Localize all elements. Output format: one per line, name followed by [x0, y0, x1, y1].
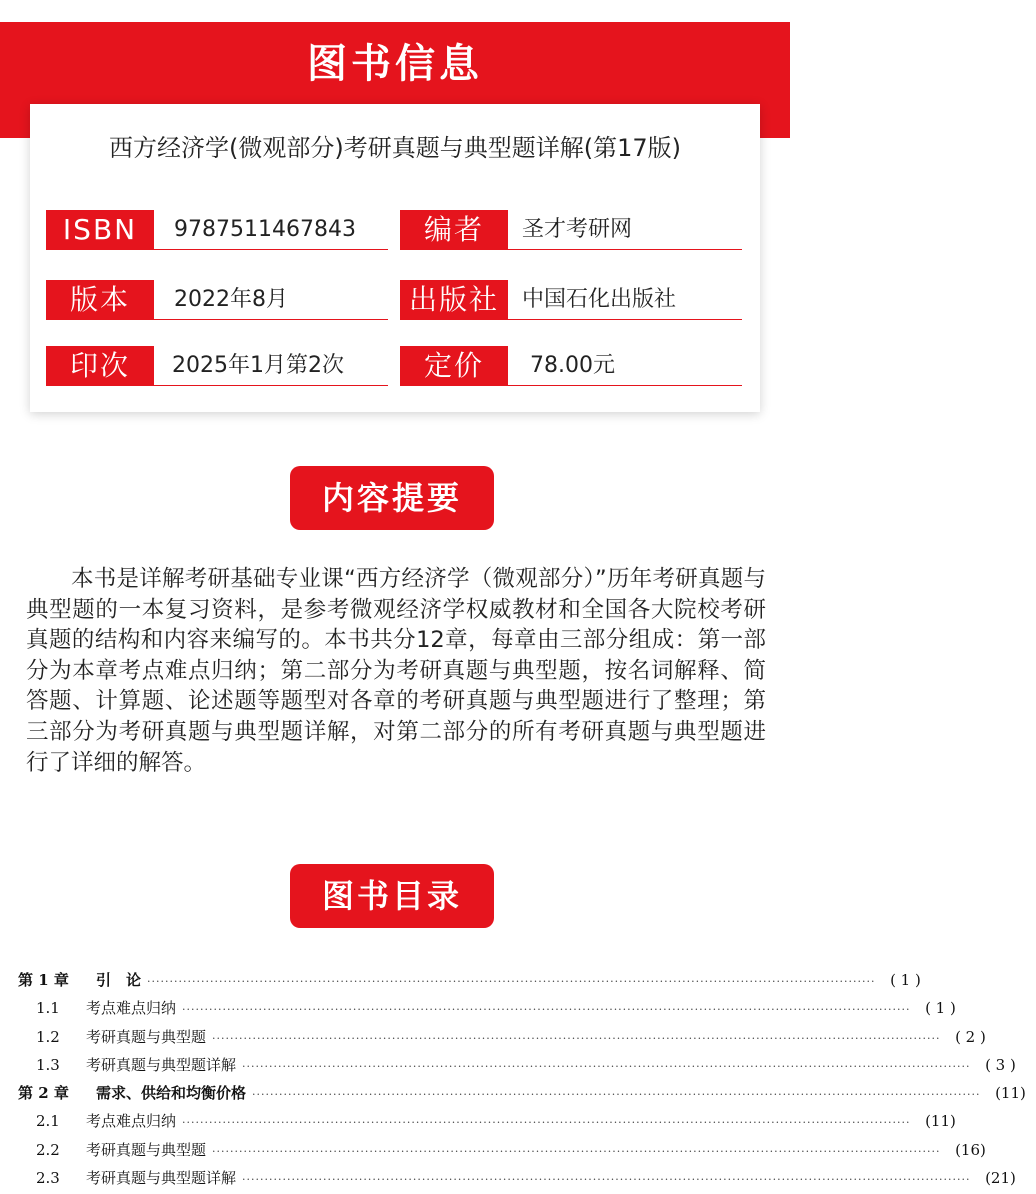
field-value: 78.00元 — [530, 353, 615, 378]
toc-leader-dots: ·································································································································································· — [242, 1173, 971, 1187]
toc-number: 第 1 章 — [18, 971, 69, 989]
field-label: 版本 — [46, 280, 154, 320]
field-publisher — [400, 280, 742, 320]
field-underline — [508, 249, 742, 250]
field-label: 定价 — [400, 346, 508, 386]
book-info-card — [30, 104, 760, 412]
book-title: 西方经济学(微观部分)考研真题与典型题详解(第17版) — [109, 134, 681, 162]
toc-leader-dots: ·································································································································································· — [242, 1059, 971, 1073]
toc-row — [18, 966, 921, 994]
field-value: 中国石化出版社 — [522, 287, 677, 312]
toc-leader-dots: ·································································································································································· — [212, 1031, 941, 1045]
field-label: 出版社 — [400, 280, 508, 320]
field-price — [400, 346, 742, 386]
toc-title: 引 论 — [96, 971, 142, 989]
toc-number: 2.3 — [36, 1169, 60, 1188]
field-isbn — [46, 210, 388, 250]
field-editor — [400, 210, 742, 250]
toc-number: 2.2 — [36, 1140, 60, 1159]
table-of-contents — [18, 966, 1026, 1192]
toc-leader-dots: ·································································································································································· — [182, 1116, 911, 1130]
toc-row — [18, 1107, 956, 1135]
toc-number: 1.3 — [36, 1055, 60, 1074]
toc-leader-dots: ·································································································································································· — [252, 1088, 981, 1102]
section-title-summary: 内容提要 — [290, 466, 494, 530]
field-edition — [46, 280, 388, 320]
field-underline — [508, 385, 742, 386]
section-title-book-info: 图书信息 — [307, 41, 483, 87]
section-title-toc: 图书目录 — [290, 864, 494, 928]
toc-title: 需求、供给和均衡价格 — [96, 1084, 247, 1103]
toc-leader-dots: ·································································································································································· — [212, 1144, 941, 1158]
field-underline — [154, 319, 388, 320]
toc-row — [18, 1051, 1016, 1079]
toc-number: 2.1 — [36, 1112, 60, 1131]
toc-page: (21) — [985, 1169, 1016, 1188]
field-value: 圣才考研网 — [522, 217, 633, 242]
toc-row — [18, 1023, 986, 1051]
toc-page: ( 3 ) — [985, 1055, 1016, 1074]
toc-title: 考点难点归纳 — [86, 1112, 177, 1131]
toc-page: ( 1 ) — [925, 999, 956, 1018]
toc-number: 1.1 — [36, 999, 60, 1018]
toc-page: ( 2 ) — [955, 1027, 986, 1046]
field-label: ISBN — [46, 210, 154, 250]
toc-number: 第 2 章 — [18, 1084, 69, 1103]
toc-page: (11) — [995, 1084, 1026, 1103]
toc-page: ( 1 ) — [890, 971, 921, 989]
toc-title: 考研真题与典型题 — [86, 1140, 207, 1159]
toc-leader-dots: ·································································································································································· — [147, 975, 876, 988]
field-underline — [154, 385, 388, 386]
summary-text: 本书是详解考研基础专业课“西方经济学（微观部分）”历年考研真题与典型题的一本复习资料，是参考微观经济学权威教材和全国各大院校考研真题的结构和内容来编写的。本书共分12章，每章由三部分组成：第一部分为本章考点难点归纳；第二部分为考研真题与典型题，按名词解释、简答题、计算题、论述题等题型对各章的考研真题与典型题进行了整理；第三部分为考研真题与典型题详解，对第二部分的所有考研真题与典型题进行了详细的解答。 — [26, 566, 766, 776]
toc-row — [18, 1164, 1016, 1192]
toc-leader-dots: ·································································································································································· — [182, 1003, 911, 1017]
toc-page: (16) — [955, 1140, 986, 1159]
toc-row — [18, 1079, 1026, 1107]
field-value: 9787511467843 — [174, 217, 356, 242]
field-value: 2025年1月第2次 — [172, 353, 344, 378]
field-printing — [46, 346, 388, 386]
toc-title: 考研真题与典型题详解 — [86, 1055, 237, 1074]
field-label: 印次 — [46, 346, 154, 386]
toc-number: 1.2 — [36, 1027, 60, 1046]
field-underline — [508, 319, 742, 320]
toc-title: 考研真题与典型题详解 — [86, 1169, 237, 1188]
field-value: 2022年8月 — [174, 287, 288, 312]
toc-row — [18, 994, 956, 1022]
field-label: 编者 — [400, 210, 508, 250]
toc-row — [18, 1136, 986, 1164]
toc-title: 考研真题与典型题 — [86, 1027, 207, 1046]
toc-title: 考点难点归纳 — [86, 999, 177, 1018]
toc-page: (11) — [925, 1112, 956, 1131]
field-underline — [154, 249, 388, 250]
